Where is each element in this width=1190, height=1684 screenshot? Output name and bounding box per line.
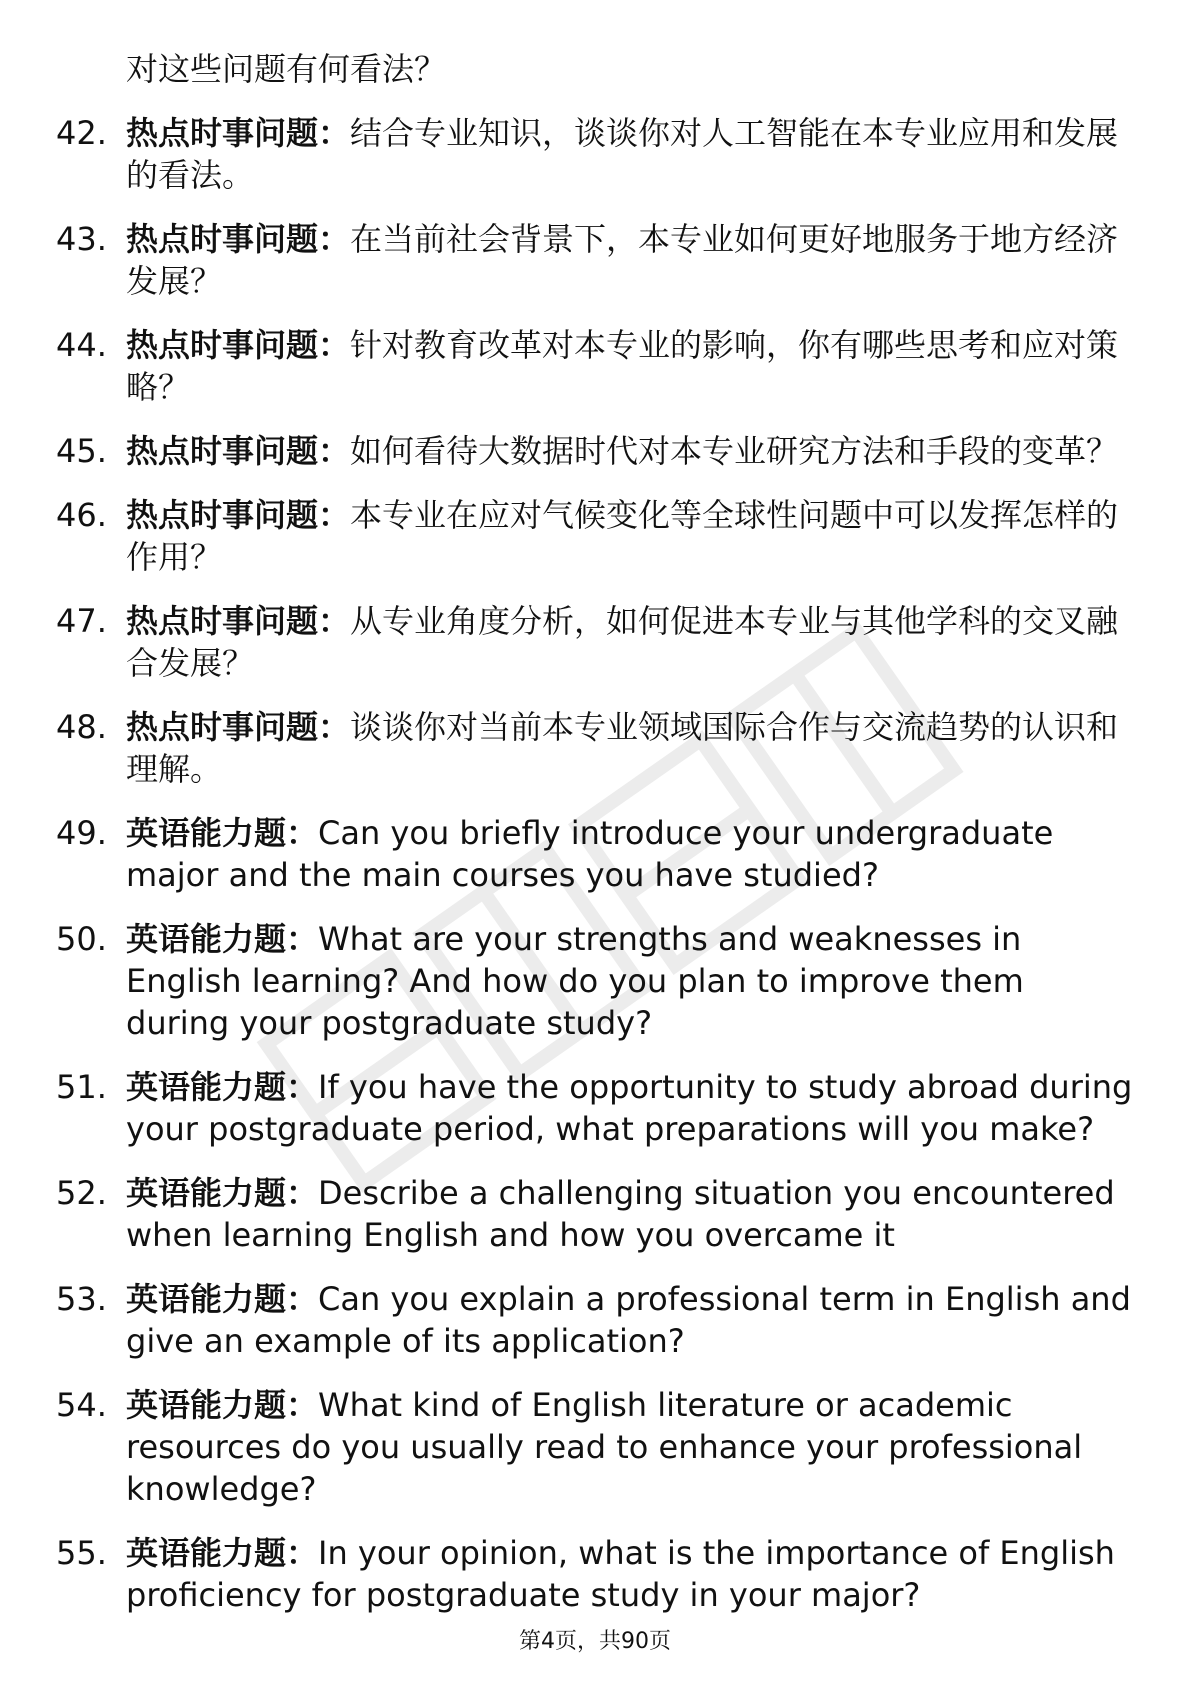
question-number: 45. (56, 432, 107, 470)
list-item (56, 430, 1136, 472)
question-text: Describe a challenging situation you encountered when learning English and how you overcame it (126, 1174, 1115, 1254)
list-item (56, 324, 1136, 408)
page-number-footer: 第4页，共90页 (519, 1629, 671, 1654)
list-item (56, 812, 1136, 896)
question-category: 英语能力题： (126, 1068, 319, 1106)
list-item (56, 1384, 1136, 1510)
question-number: 46. (56, 496, 107, 534)
list-item (56, 218, 1136, 302)
question-body (126, 494, 1136, 578)
question-number: 47. (56, 602, 107, 640)
question-category: 热点时事问题： (126, 602, 351, 640)
question-category: 热点时事问题： (126, 496, 351, 534)
question-text: In your opinion, what is the importance of English proficiency for postgraduate study in your major? (126, 1534, 1115, 1614)
question-category: 英语能力题： (126, 1386, 319, 1424)
list-item (56, 1172, 1136, 1256)
question-text: What are your strengths and weaknesses in English learning? And how do you plan to improve them during your postgraduate study? (126, 920, 1024, 1042)
question-body (126, 1384, 1136, 1510)
question-number: 51. (56, 1068, 107, 1106)
question-number: 53. (56, 1280, 107, 1318)
question-body (126, 218, 1136, 302)
question-body (126, 430, 1136, 472)
question-category: 英语能力题： (126, 1174, 319, 1212)
question-category: 热点时事问题： (126, 114, 351, 152)
question-body (126, 1278, 1136, 1362)
question-text: What kind of English literature or academic resources do you usually read to enhance your professional knowledge? (126, 1386, 1083, 1508)
question-number: 54. (56, 1386, 107, 1424)
list-item (56, 706, 1136, 790)
question-number: 42. (56, 114, 107, 152)
question-category: 热点时事问题： (126, 220, 351, 258)
question-body (126, 918, 1136, 1044)
question-text: 针对教育改革对本专业的影响，你有哪些思考和应对策略？ (126, 326, 1119, 406)
question-number: 55. (56, 1534, 107, 1572)
question-text: 从专业角度分析，如何促进本专业与其他学科的交叉融合发展？ (126, 602, 1119, 682)
question-category: 英语能力题： (126, 920, 319, 958)
list-item (56, 918, 1136, 1044)
question-text: 谈谈你对当前本专业领域国际合作与交流趋势的认识和理解。 (126, 708, 1119, 788)
question-body (126, 324, 1136, 408)
question-category: 热点时事问题： (126, 708, 351, 746)
question-body (126, 1532, 1136, 1616)
question-text: 如何看待大数据时代对本专业研究方法和手段的变革？ (350, 432, 1119, 470)
list-item (56, 1278, 1136, 1362)
question-text: Can you briefly introduce your undergraduate major and the main courses you have studied? (126, 814, 1054, 894)
question-text: If you have the opportunity to study abroad during your postgraduate period, what preparations will you make? (126, 1068, 1133, 1148)
question-number: 48. (56, 708, 107, 746)
list-item (56, 112, 1136, 196)
list-item (56, 494, 1136, 578)
question-category: 热点时事问题： (126, 432, 351, 470)
list-item (56, 600, 1136, 684)
question-number: 44. (56, 326, 107, 364)
question-body (126, 1066, 1136, 1150)
question-number: 52. (56, 1174, 107, 1212)
question-body (126, 1172, 1136, 1256)
question-text: Can you explain a professional term in English and give an example of its application? (126, 1280, 1131, 1360)
continued-question-text: 对这些问题有何看法？ (126, 50, 447, 88)
question-text: 在当前社会背景下，本专业如何更好地服务于地方经济发展？ (126, 220, 1119, 300)
question-number: 49. (56, 814, 107, 852)
question-body (126, 600, 1136, 684)
question-body (126, 706, 1136, 790)
question-body (126, 112, 1136, 196)
list-item (56, 1532, 1136, 1616)
question-number: 43. (56, 220, 107, 258)
question-category: 英语能力题： (126, 1280, 319, 1318)
question-list (56, 112, 1136, 1638)
question-category: 英语能力题： (126, 814, 319, 852)
question-text: 结合专业知识，谈谈你对人工智能在本专业应用和发展的看法。 (126, 114, 1119, 194)
question-category: 热点时事问题： (126, 326, 351, 364)
question-number: 50. (56, 920, 107, 958)
question-category: 英语能力题： (126, 1534, 319, 1572)
question-text: 本专业在应对气候变化等全球性问题中可以发挥怎样的作用？ (126, 496, 1119, 576)
question-body (126, 812, 1136, 896)
list-item (56, 1066, 1136, 1150)
